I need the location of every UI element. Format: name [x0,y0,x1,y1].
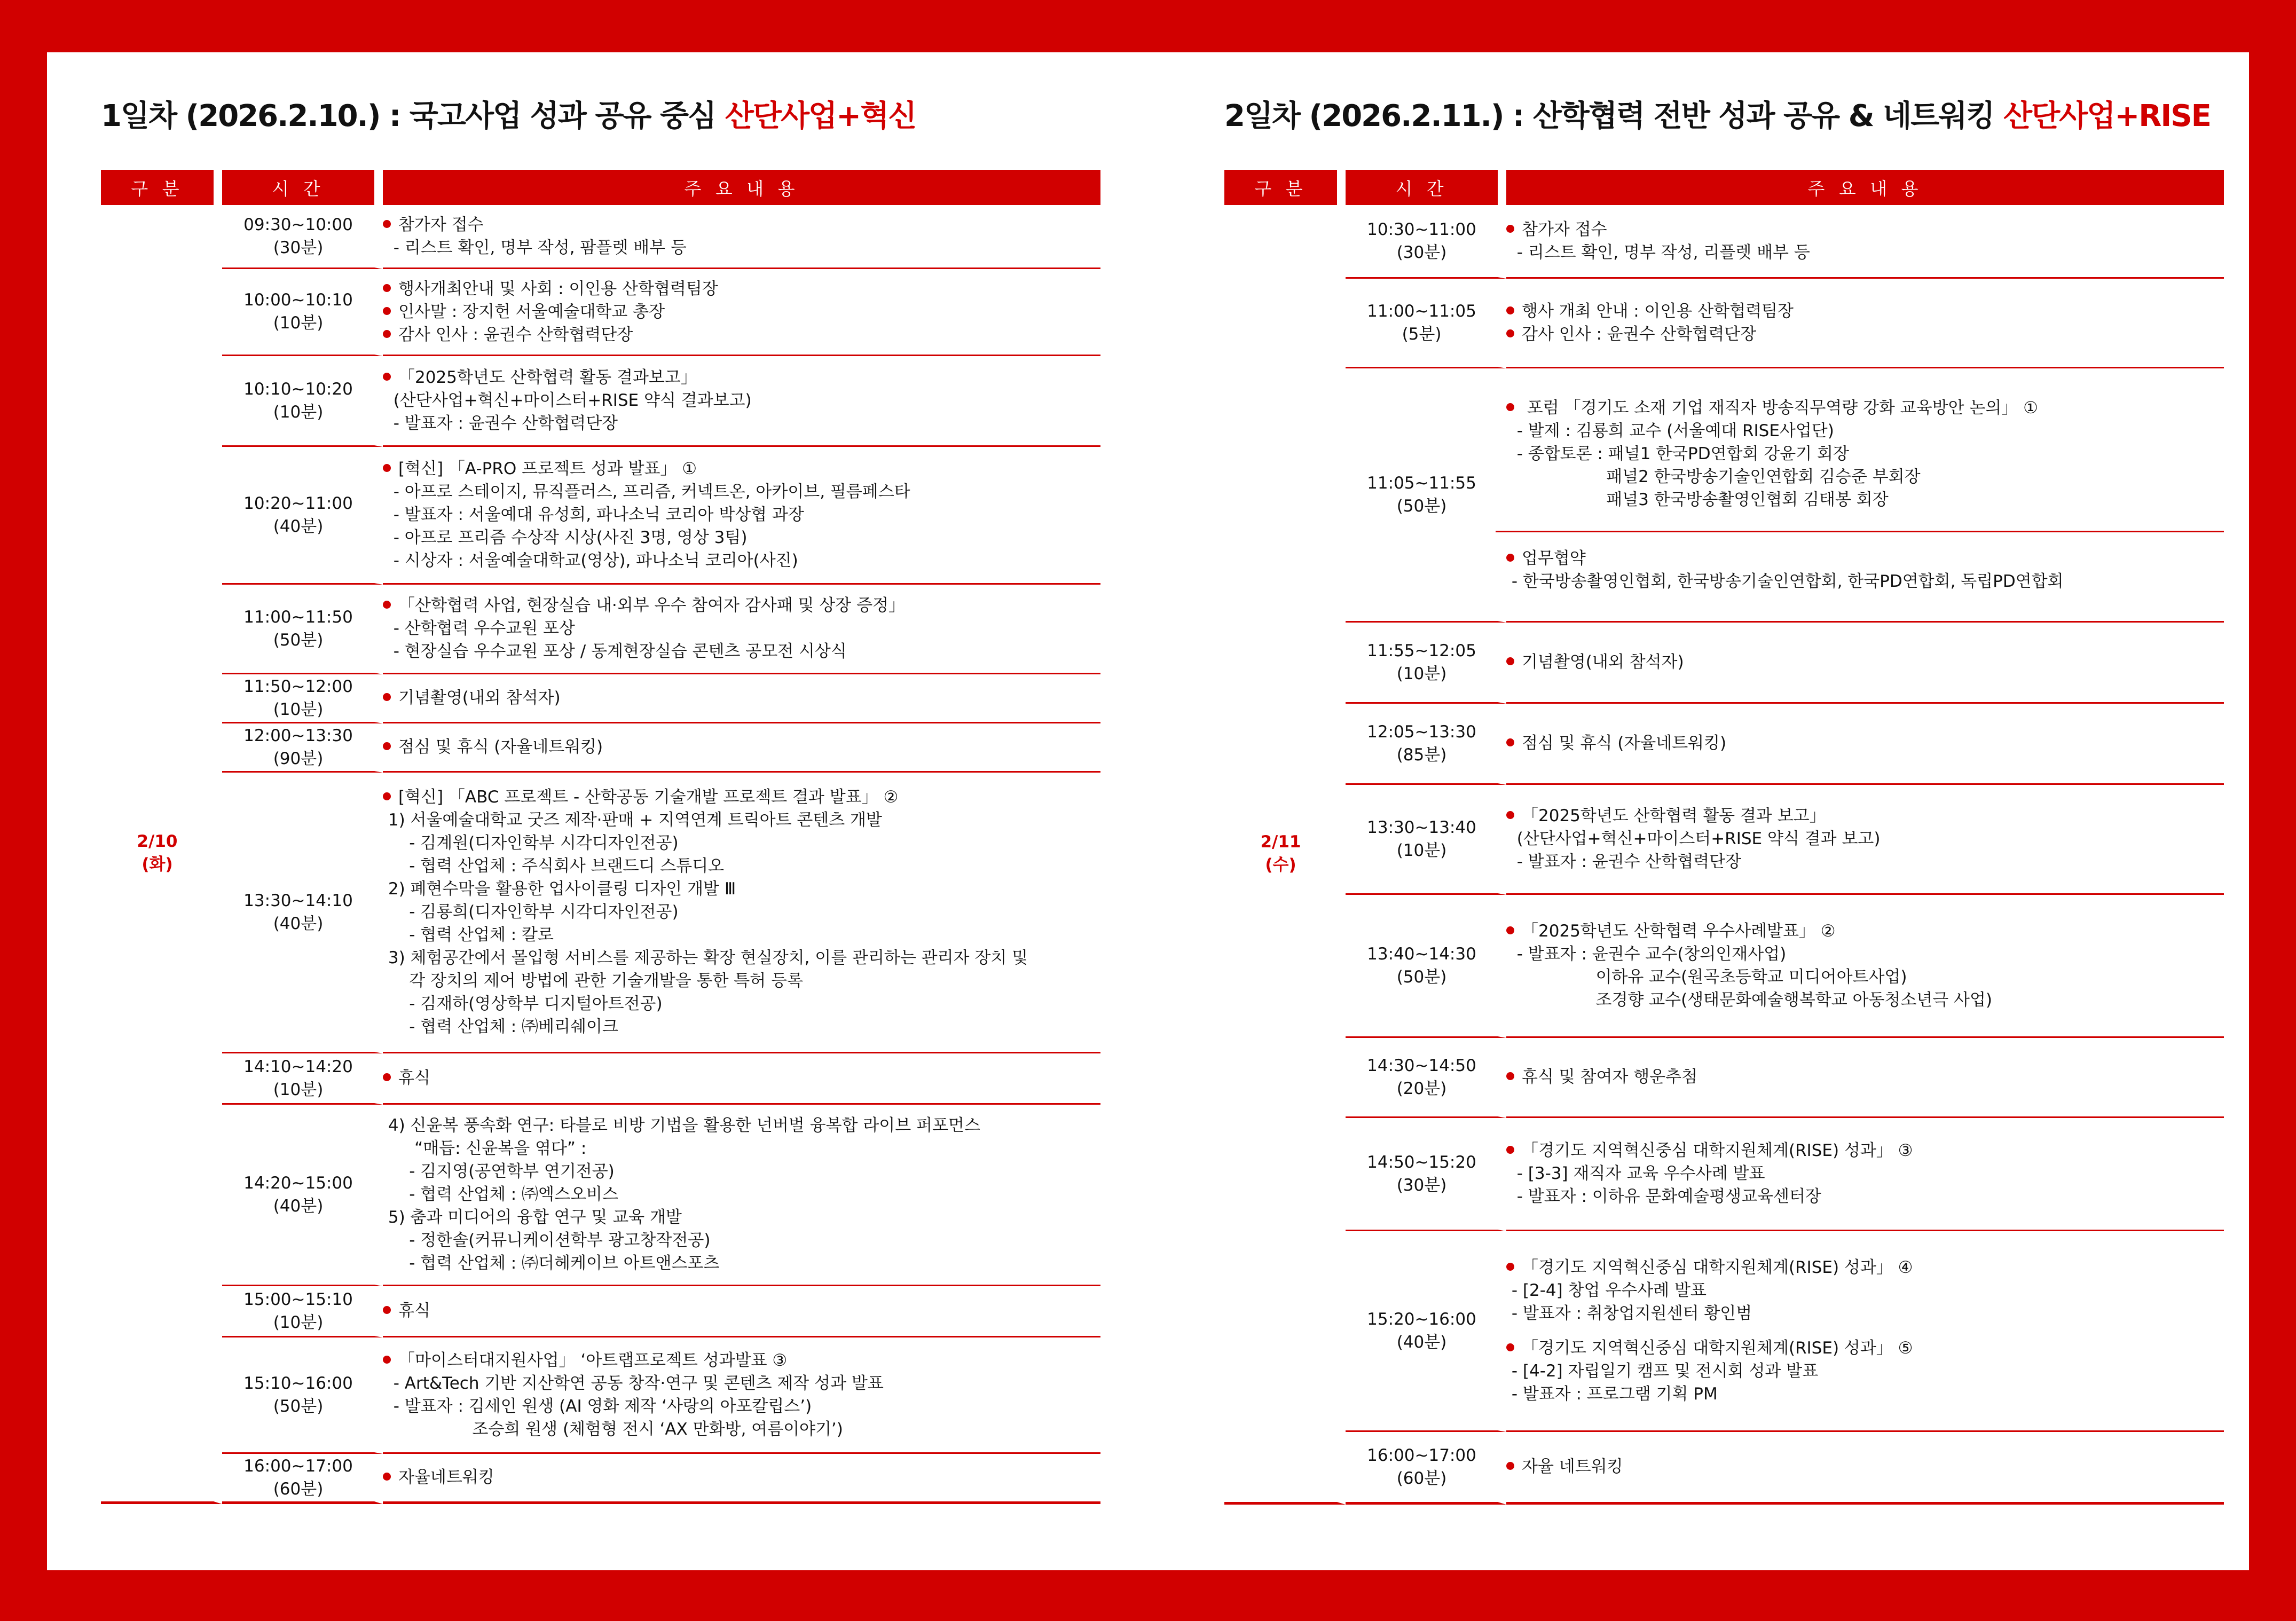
schedule-row [101,674,1100,723]
detail-line [383,809,1100,832]
line-text: 「경기도 지역혁신중심 대학지원체계(RISE) 성과」 ⑤ [1522,1338,1913,1358]
line-text: 자율 네트워킹 [1522,1457,1623,1476]
time-cell: 16:00~17:00 (60분) [1346,1432,1506,1505]
line-text: - Art&Tech 기반 지산학연 공동 창작·연구 및 콘텐츠 제작 성과 발표 [383,1373,884,1393]
line-text: 「경기도 지역혁신중심 대학지원체계(RISE) 성과」 ④ [1522,1257,1913,1277]
line-text: 4) 신윤복 풍속화 연구: 타블로 비방 기법을 활용한 넌버벌 융복합 라이브 퍼포먼스 [383,1116,980,1135]
time-cell: 11:55~12:05 (10분) [1346,623,1506,704]
line-text: 자율네트워킹 [398,1468,494,1487]
detail-line [383,855,1100,878]
content-cell [1506,895,2224,1038]
bullet-dot-icon [1506,225,1514,233]
time-cell: 13:30~14:10 (40분) [222,773,383,1053]
detail-line [383,1418,1100,1441]
bullet-dot-icon [383,1073,391,1081]
bullet-dot-icon [1506,554,1514,562]
line-text: - 협력 산업체 : ㈜더헤케이브 아트앤스포츠 [383,1254,720,1273]
line-text: 3) 체험공간에서 몰입형 서비스를 제공하는 확장 현실장치, 이를 관리하는 관리자 장치 및 [383,948,1028,967]
schedule-row [101,1286,1100,1337]
bullet-dot-icon [1506,657,1514,665]
bullet-item [383,458,1100,481]
line-text: 휴식 [398,1068,430,1088]
line-text: - 산학협력 우수교원 포상 [383,619,575,638]
time-cell: 14:20~15:00 (40분) [222,1105,383,1286]
detail-line [1506,241,2224,264]
content-block [383,736,1100,759]
bullet-dot-icon [383,464,391,472]
time-cell: 14:50~15:20 (30분) [1346,1118,1506,1231]
content-block [1506,805,2224,874]
schedule-row [1224,895,2224,1038]
time-cell: 10:30~11:00 (30분) [1346,205,1506,279]
schedule-row [101,1105,1100,1286]
detail-line [383,237,1100,259]
content-block [1506,218,2224,264]
detail-line [383,901,1100,924]
line-text: 「2025학년도 산학협력 활동 결과 보고」 [1522,806,1826,825]
detail-line [383,1372,1100,1395]
content-cell [383,269,1100,356]
line-text: 패널3 한국방송촬영인협회 김태봉 회장 [1506,490,1889,509]
time-cell: 11:50~12:00 (10분) [222,674,383,723]
line-text: - [3-3] 재직자 교육 우수사례 발표 [1506,1164,1765,1183]
line-text: - 발표자 : 서울예대 유성희, 파나소닉 코리아 박상협 과장 [383,505,804,524]
detail-line [383,617,1100,640]
time-cell: 10:20~11:00 (40분) [222,447,383,585]
content-block [383,1114,1100,1275]
bullet-dot-icon [383,742,391,750]
detail-line [383,549,1100,572]
content-cell [383,1337,1100,1454]
line-text: 「마이스터대지원사업」 ‘아트랩프로젝트 성과발표 ③ [398,1350,788,1370]
line-text: - 정한솔(커뮤니케이션학부 광고창작전공) [383,1231,711,1250]
time-cell: 14:30~14:50 (20분) [1346,1038,1506,1118]
line-text: 포럼 「경기도 소재 기업 재직자 방송직무역량 강화 교육방안 논의」 ① [1522,398,2038,418]
line-text: 기념촬영(내외 참석자) [1522,652,1684,672]
content-cell [1506,785,2224,895]
schedule-row [1224,1118,2224,1231]
detail-line [1506,443,2224,466]
date-label: 2/11 (수) [1224,205,1346,1505]
detail-line [1506,1302,2224,1325]
detail-line [383,924,1100,947]
bullet-item [1506,1066,2224,1089]
line-text: 휴식 [398,1301,430,1320]
content-block [1506,1066,2224,1089]
line-text: 조경향 교수(생태문화예술행복학교 아동청소년극 사업) [1506,990,1993,1010]
content-cell [383,356,1100,447]
bullet-item [383,1466,1100,1489]
content-cell [1506,205,2224,279]
content-cell [1506,368,2224,623]
bullet-dot-icon [1506,1343,1514,1351]
bullet-item [1506,1455,2224,1478]
bullet-dot-icon [1506,1146,1514,1154]
schedule-row [101,447,1100,585]
bullet-dot-icon [383,373,391,381]
content-block [383,1349,1100,1441]
bullet-dot-icon [1506,926,1514,934]
line-text: 감사 인사 : 윤권수 산학협력단장 [1522,324,1757,344]
line-text: 휴식 및 참여자 행운추첨 [1522,1067,1698,1087]
detail-line [1506,1162,2224,1185]
bullet-item [1506,547,2224,570]
content-cell [383,1053,1100,1105]
line-text: - 협력 산업체 : 주식회사 브랜드디 스튜디오 [383,856,725,876]
day1-schedule-table [101,170,1100,1504]
line-text: 감사 인사 : 윤권수 산학협력단장 [398,325,633,344]
time-cell: 16:00~17:00 (60분) [222,1454,383,1504]
line-text: 5) 춤과 미디어의 융합 연구 및 교육 개발 [383,1208,682,1227]
line-text: - 발표자 : 윤권수 산학협력단장 [1506,852,1742,871]
bullet-dot-icon [1506,1462,1514,1470]
schedule-row [101,1053,1100,1105]
detail-line [383,1114,1100,1137]
content-cell [1506,1118,2224,1231]
bullet-dot-icon [383,601,391,609]
line-text: - 아프로 프리즘 수상작 시상(사진 3명, 영상 3팀) [383,528,748,547]
line-text: - 협력 산업체 : ㈜엑스오비스 [383,1185,618,1204]
content-cell [383,723,1100,773]
line-text: - 현장실습 우수교원 포상 / 동계현장실습 콘텐츠 공모전 시상식 [383,642,847,661]
content-block [1506,732,2224,755]
schedule-row [1224,1038,2224,1118]
bullet-dot-icon [383,1306,391,1314]
detail-line [383,1229,1100,1252]
detail-line [1506,570,2224,593]
col-header-gubun: 구 분 [101,170,222,205]
bullet-dot-icon [383,330,391,338]
content-block [1506,1139,2224,1208]
schedule-row [101,1454,1100,1504]
line-text: - 발표자 : 윤권수 교수(창의인재사업) [1506,944,1787,964]
content-cell [383,674,1100,723]
time-cell: 09:30~10:00 (30분) [222,205,383,269]
line-text: - 발표자 : 취창업지원센터 황인범 [1506,1303,1752,1323]
schedule-row [101,356,1100,447]
detail-line [1506,989,2224,1012]
time-cell: 15:10~16:00 (50분) [222,1337,383,1454]
line-text: - 김지영(공연학부 연기전공) [383,1162,615,1181]
detail-line [383,832,1100,855]
line-text: 행사개최안내 및 사회 : 이인용 산학협력팀장 [398,279,718,298]
col-header-content: 주 요 내 용 [1506,170,2224,205]
bullet-dot-icon [1506,403,1514,411]
bullet-dot-icon [1506,329,1514,337]
line-text: 「2025학년도 산학협력 우수사례발표」 ② [1522,921,1836,941]
content-block [1506,1256,2224,1325]
detail-line [383,389,1100,412]
content-block [383,458,1100,572]
time-cell: 12:00~13:30 (90분) [222,723,383,773]
time-cell: 15:00~15:10 (10분) [222,1286,383,1337]
bullet-item [1506,218,2224,241]
detail-line [1506,943,2224,966]
bullet-item [1506,323,2224,346]
line-text: - 발표자 : 프로그램 기획 PM [1506,1384,1718,1404]
detail-line [383,878,1100,901]
line-text: 이하유 교수(원곡초등학교 미디어아트사업) [1506,967,1907,987]
bullet-item [383,301,1100,324]
time-cell: 13:30~13:40 (10분) [1346,785,1506,895]
schedule-row [101,1337,1100,1454]
time-cell: 12:05~13:30 (85분) [1346,704,1506,785]
detail-line [383,1395,1100,1418]
line-text: 업무협약 [1522,548,1586,568]
line-text: - 리스트 확인, 명부 작성, 리플렛 배부 등 [1506,242,1810,262]
detail-line [383,1160,1100,1183]
line-text: - 발표자 : 이하유 문화예술평생교육센터장 [1506,1187,1821,1206]
bullet-item [383,1300,1100,1323]
content-block [383,366,1100,435]
schedule-row [101,585,1100,674]
bullet-item [1506,300,2224,323]
detail-line [383,1206,1100,1229]
detail-line [383,1016,1100,1038]
detail-line [1506,466,2224,489]
day1-title-main: 1일차 (2026.2.10.) : 국고사업 성과 공유 중심 [101,99,725,133]
line-text: 2) 폐현수막을 활용한 업사이클링 디자인 개발 Ⅲ [383,879,736,899]
bullet-dot-icon [1506,811,1514,819]
bullet-item [1506,920,2224,943]
line-text: 「산학협력 사업, 현장실습 내·외부 우수 참여자 감사패 및 상장 증정」 [398,596,905,615]
line-text: (산단사업+혁신+마이스터+RISE 약식 결과보고) [383,391,752,410]
line-text: 「2025학년도 산학협력 활동 결과보고」 [398,368,697,387]
line-text: - 리스트 확인, 명부 작성, 팜플렛 배부 등 [383,238,687,257]
line-text: 패널2 한국방송기술인연합회 김승준 부회장 [1506,467,1921,486]
content-cell [383,585,1100,674]
line-text: - 협력 산업체 : 칼로 [383,925,554,945]
content-cell [1506,1231,2224,1432]
bullet-item [383,214,1100,237]
detail-line [383,970,1100,993]
line-text: [혁신] 「ABC 프로젝트 - 산학공동 기술개발 프로젝트 결과 발표」 ② [398,788,899,807]
time-cell: 10:00~10:10 (10분) [222,269,383,356]
content-block [1496,397,2224,532]
schedule-sheet [47,52,2249,1570]
line-text: - 아프로 스테이지, 뮤직플러스, 프리즘, 커넥트온, 아카이브, 필름페스타 [383,482,910,501]
detail-line [383,947,1100,970]
col-header-content: 주 요 내 용 [383,170,1100,205]
col-header-gubun: 구 분 [1224,170,1346,205]
line-text: 행사 개최 안내 : 이인용 산학협력팀장 [1522,301,1794,321]
time-cell: 11:00~11:05 (5분) [1346,279,1506,368]
line-text: - 김룡희(디자인학부 시각디자인전공) [383,902,679,922]
line-text: 인사말 : 장지헌 서울예술대학교 총장 [398,302,665,321]
detail-line [383,640,1100,663]
content-block [383,594,1100,663]
content-cell [383,447,1100,585]
schedule-row [1224,623,2224,704]
content-cell [383,1105,1100,1286]
bullet-dot-icon [1506,738,1514,746]
line-text: - 발표자 : 김세인 원생 (AI 영화 제작 ‘사랑의 아포칼립스’) [383,1396,812,1416]
time-cell: 11:00~11:50 (50분) [222,585,383,674]
line-text: 참가자 접수 [398,215,484,234]
detail-line [383,412,1100,435]
detail-line [1506,966,2224,989]
time-cell: 14:10~14:20 (10분) [222,1053,383,1105]
line-text: 1) 서울예술대학교 굿즈 제작·판매 + 지역연계 트릭아트 콘텐츠 개발 [383,810,882,830]
content-block [1506,651,2224,674]
line-text: - 종합토론 : 패널1 한국PD연합회 강윤기 회장 [1506,444,1849,463]
schedule-row [1224,279,2224,368]
content-block [383,214,1100,259]
content-block [383,1067,1100,1090]
detail-line [383,503,1100,526]
schedule-row [101,205,1100,269]
detail-line [1506,1185,2224,1208]
line-text: 기념촬영(내외 참석자) [398,688,561,707]
line-text: - 김재하(영상학부 디지털아트전공) [383,994,663,1013]
bullet-item [383,1349,1100,1372]
content-block [383,687,1100,710]
time-cell: 10:10~10:20 (10분) [222,356,383,447]
line-text: - 김계원(디자인학부 시각디자인전공) [383,833,679,853]
day2-title [1224,94,2224,139]
content-cell [1506,704,2224,785]
bullet-item [1506,1139,2224,1162]
content-block [383,278,1100,347]
content-block [383,786,1100,1038]
schedule-row [101,723,1100,773]
line-text: - 발제 : 김룡희 교수 (서울예대 RISE사업단) [1506,421,1834,440]
time-cell: 11:05~11:55 (50분) [1346,368,1506,623]
day2-schedule-table [1224,170,2224,1505]
bullet-item [383,1067,1100,1090]
bullet-dot-icon [383,284,391,292]
bullet-item [1506,805,2224,828]
bullet-dot-icon [1506,1072,1514,1080]
day1-section [101,94,1100,1504]
bullet-dot-icon [383,693,391,701]
bullet-dot-icon [383,220,391,228]
bullet-item [1506,732,2224,755]
bullet-item [1506,397,2224,420]
line-text: 참가자 접수 [1522,219,1607,239]
content-cell [383,773,1100,1053]
bullet-item [383,278,1100,301]
schedule-row [1224,1432,2224,1505]
line-text: - 발표자 : 윤권수 산학협력단장 [383,414,618,433]
day1-title [101,94,1100,139]
bullet-dot-icon [383,792,391,800]
content-block [1506,920,2224,1012]
bullet-item [383,324,1100,347]
bullet-dot-icon [1506,306,1514,314]
detail-line [383,526,1100,549]
schedule-row [1224,368,2224,623]
content-block [1506,547,2224,593]
detail-line [1506,1360,2224,1383]
content-block [1506,1455,2224,1478]
line-text: - [2-4] 창업 우수사례 발표 [1506,1280,1707,1300]
line-text: - 한국방송촬영인협회, 한국방송기술인연합회, 한국PD연합회, 독립PD연합회 [1506,571,2064,591]
bullet-item [1506,1337,2224,1360]
content-block [1506,1337,2224,1406]
schedule-row [1224,704,2224,785]
detail-line [1506,828,2224,851]
line-text: 「경기도 지역혁신중심 대학지원체계(RISE) 성과」 ③ [1522,1141,1913,1160]
schedule-row [1224,1231,2224,1432]
detail-line [1506,489,2224,512]
line-text: - 시상자 : 서울예술대학교(영상), 파나소닉 코리아(사진) [383,551,798,570]
detail-line [383,993,1100,1016]
detail-line [383,1252,1100,1275]
line-text: 점심 및 휴식 (자율네트워킹) [1522,734,1727,753]
line-text: (산단사업+혁신+마이스터+RISE 약식 결과 보고) [1506,829,1881,848]
bullet-dot-icon [383,1473,391,1481]
detail-line [1506,420,2224,443]
line-text: [혁신] 「A-PRO 프로젝트 성과 발표」 ① [398,459,697,478]
bullet-item [383,687,1100,710]
day2-title-main: 2일차 (2026.2.11.) : 산학협력 전반 성과 공유 & 네트워킹 [1224,99,2003,133]
content-cell [1506,1432,2224,1505]
line-text: 조승희 원생 (체험형 전시 ‘AX 만화방, 여름이야기’) [383,1419,843,1439]
day1-title-accent: 산단사업+혁신 [725,99,916,133]
bullet-item [383,786,1100,809]
col-header-time: 시 간 [1346,170,1506,205]
bullet-item [1506,1256,2224,1279]
detail-line [383,481,1100,503]
bullet-dot-icon [383,1356,391,1364]
day2-title-accent: 산단사업+RISE [2003,99,2211,133]
content-cell [383,1454,1100,1504]
detail-line [1506,851,2224,874]
content-cell [383,1286,1100,1337]
line-text: 점심 및 휴식 (자율네트워킹) [398,737,603,757]
day2-section [1224,94,2224,1505]
col-header-time: 시 간 [222,170,383,205]
time-cell: 13:40~14:30 (50분) [1346,895,1506,1038]
line-text: - 협력 산업체 : ㈜베리쉐이크 [383,1017,618,1036]
schedule-row [101,773,1100,1053]
content-cell [383,205,1100,269]
detail-line [383,1183,1100,1206]
bullet-dot-icon [1506,1263,1514,1271]
detail-line [383,1137,1100,1160]
bullet-item [383,736,1100,759]
content-cell [1506,279,2224,368]
time-cell: 15:20~16:00 (40분) [1346,1231,1506,1432]
bullet-item [383,366,1100,389]
detail-line [1506,1383,2224,1406]
line-text: “매듭: 신윤복을 엮다” : [383,1139,587,1158]
bullet-item [1506,651,2224,674]
content-block [383,1300,1100,1323]
content-cell [1506,1038,2224,1118]
detail-line [1506,1279,2224,1302]
line-text: 각 장치의 제어 방법에 관한 기술개발을 통한 특허 등록 [383,971,803,990]
bullet-item [383,594,1100,617]
content-block [383,1466,1100,1489]
content-cell [1506,623,2224,704]
line-text: - [4-2] 자립일기 캠프 및 전시회 성과 발표 [1506,1361,1819,1381]
date-label: 2/10 (화) [101,205,222,1504]
content-block [1506,300,2224,346]
bullet-dot-icon [383,307,391,315]
schedule-row [101,269,1100,356]
schedule-row [1224,205,2224,279]
schedule-row [1224,785,2224,895]
